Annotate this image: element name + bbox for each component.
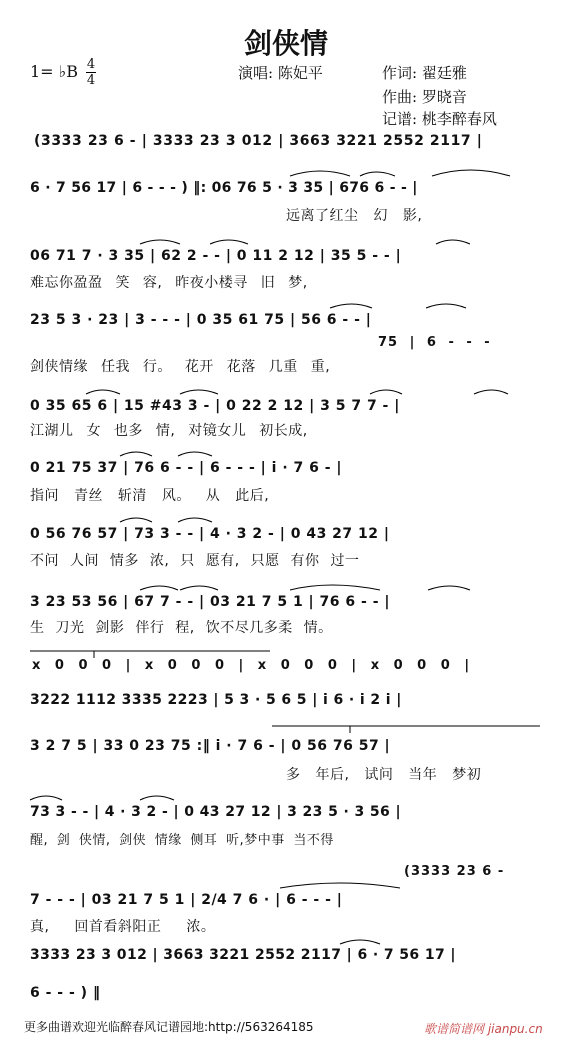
key-signature: 1= ♭B	[30, 62, 78, 81]
score-row: 3 23 53 56 | 67 7 - - | 03 21 7 5 1 | 76 6 - - |	[30, 594, 390, 610]
lyric-row: 江湖儿 女 也多 情, 对镜女儿 初长成,	[30, 423, 308, 439]
score-row: 73 3 - - | 4 · 3 2 - | 0 43 27 12 | 3 23 5 · 3 56 |	[30, 804, 401, 820]
lyric-row: 剑侠情缘 任我 行。 花开 花落 几重 重,	[30, 359, 331, 375]
score-alt-notes: 75 | 6 - - -	[378, 335, 491, 350]
lyric-row: 生 刀光 剑影 伴行 程, 饮不尽几多柔 情。	[30, 620, 333, 636]
lyric-row: 远离了红尘 幻 影,	[286, 208, 423, 224]
score-row: (3333 23 6 - | 3333 23 3 012 | 3663 3221 2552 2117 |	[34, 133, 483, 149]
score-row: 3333 23 3 012 | 3663 3221 2552 2117 | 6 · 7 56 17 |	[30, 947, 456, 963]
site-watermark: 歌谱简谱网 jianpu.cn	[424, 1022, 543, 1036]
lyricist-credit: 作词: 翟廷雅	[382, 64, 467, 82]
footer-note: 更多曲谱欢迎光临醉春风记谱园地:http://563264185	[24, 1020, 314, 1034]
score-row: 6 - - - ) ‖	[30, 985, 101, 1001]
score-row: 7 - - - | 03 21 7 5 1 | 2/4 7 6 · | 6 - - - |	[30, 892, 343, 908]
lyric-row: 指问 青丝 斩清 风。 从 此后,	[30, 488, 270, 504]
score-row: 06 71 7 · 3 35 | 62 2 - - | 0 11 2 12 | 35 5 - - |	[30, 248, 402, 264]
score-row: 23 5 3 · 23 | 3 - - - | 0 35 61 75 | 56 6 - - |	[30, 312, 372, 328]
transcriber-credit: 记谱: 桃李醉春风	[382, 110, 497, 128]
score-row: 3222 1112 3335 2223 | 5 3 · 5 6 5 | i 6 · i 2 i |	[30, 692, 402, 708]
singer-credit: 演唱: 陈妃平	[238, 64, 323, 82]
composer-credit: 作曲: 罗晓音	[382, 88, 467, 106]
lyric-row: 不问 人间 情多 浓, 只 愿有, 只愿 有你 过一	[30, 553, 360, 569]
lyric-row: 难忘你盈盈 笑 容, 昨夜小楼寻 旧 梦,	[30, 275, 308, 291]
lyric-row: 多 年后, 试问 当年 梦初	[286, 767, 482, 783]
lyric-row: 醒, 剑 侠情, 剑侠 情缘 侧耳 听,梦中事 当不得	[30, 833, 334, 848]
time-sig-top: 4	[86, 57, 96, 72]
score-row: 0 35 65 6 | 15 #43 3 - | 0 22 2 12 | 3 5 7 7 - |	[30, 398, 400, 414]
score-row: 0 21 75 37 | 76 6 - - | 6 - - - | i · 7 6 - |	[30, 460, 343, 476]
score-row: 3 2 7 5 | 33 0 23 75 :‖ i · 7 6 - | 0 56 76 57 |	[30, 738, 391, 754]
score-row: 0 56 76 57 | 73 3 - - | 4 · 3 2 - | 0 43 27 12 |	[30, 526, 390, 542]
score-row: x 0 0 0 | x 0 0 0 | x 0 0 0 | x 0 0 0 |	[32, 658, 471, 673]
score-pickup: (3333 23 6 -	[404, 864, 505, 879]
score-row: 6 · 7 56 17 | 6 - - - ) ‖: 06 76 5 · 3 35 | 676 6 - - |	[30, 180, 418, 196]
lyric-row: 真, 回首看斜阳正 浓。	[30, 919, 216, 935]
song-title: 剑侠情	[243, 27, 328, 60]
time-sig-bottom: 4	[86, 73, 96, 88]
